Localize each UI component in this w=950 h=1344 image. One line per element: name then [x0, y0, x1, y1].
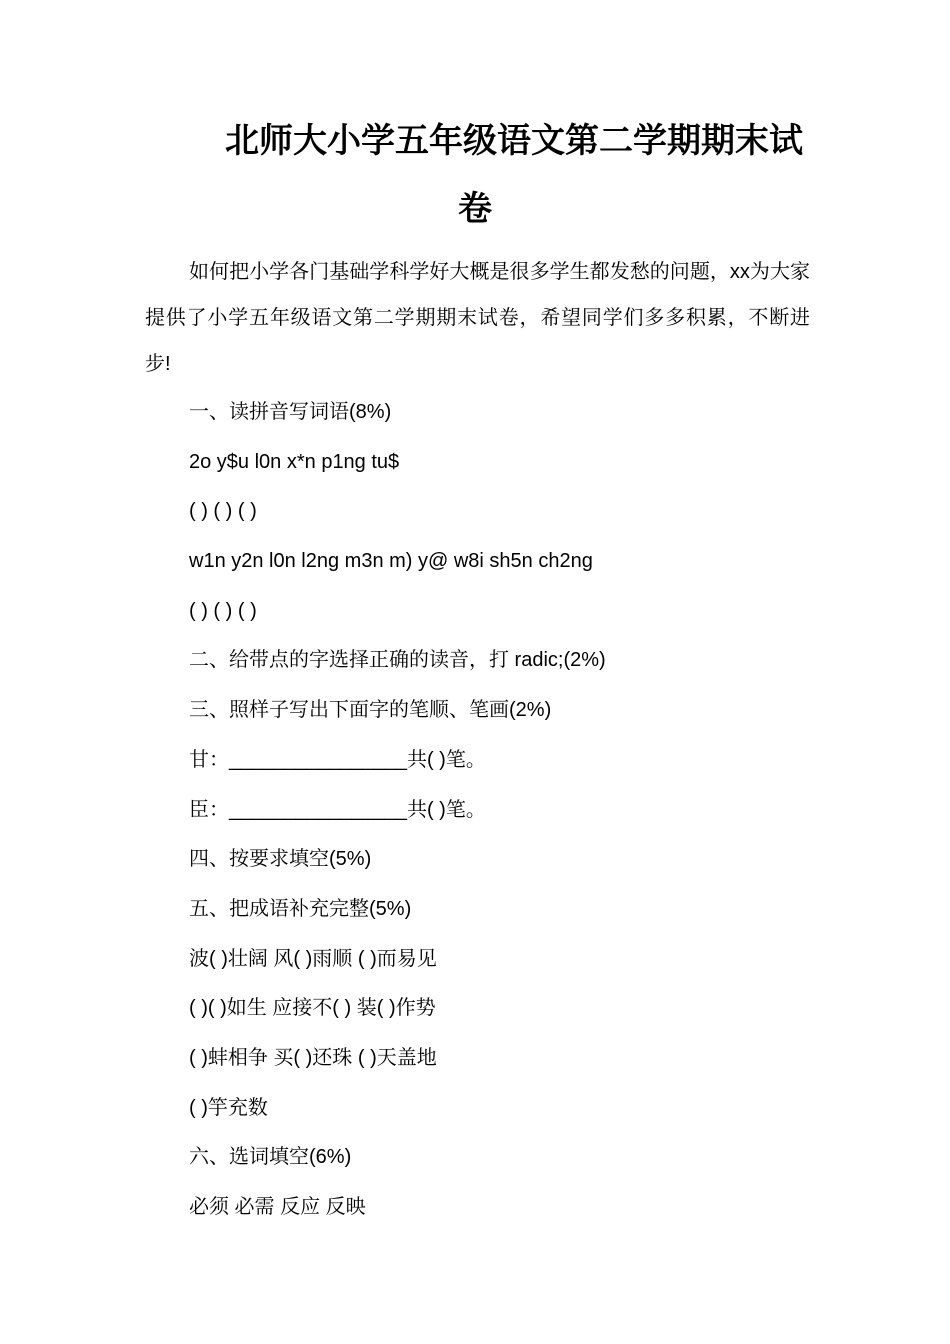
- idiom-row-2: ( )( )如生 应接不( ) 装( )作势: [189, 997, 436, 1020]
- section-heading-word-choice: 六、选词填空(6%): [189, 1146, 352, 1169]
- document-title-line-1: 北师大小学五年级语文第二学期期末试: [225, 122, 803, 160]
- idiom-row-1: 波( )壮阔 风( )雨顺 ( )而易见: [189, 947, 437, 970]
- answer-blanks-row-1: ( ) ( ) ( ): [189, 500, 257, 523]
- stroke-question-2: 臣：________________共( )笔。: [189, 798, 486, 821]
- section-heading-pinyin: 一、读拼音写词语(8%): [189, 401, 392, 423]
- answer-blanks-row-2: ( ) ( ) ( ): [189, 599, 257, 622]
- section-heading-idioms: 五、把成语补充完整(5%): [189, 897, 412, 920]
- intro-paragraph: 如何把小学各门基础学科学好大概是很多学生都发愁的问题，xx为大家提供了小学五年级语文第二学期期末试卷，希望同学们多多积累，不断进步!: [145, 261, 810, 375]
- idiom-row-4: ( )竽充数: [189, 1096, 268, 1119]
- pinyin-row-1: 2o y$u l0n x*n p1ng tu$: [189, 450, 400, 473]
- document-title-line-2: 卷: [458, 190, 492, 228]
- word-choice-options: 必须 必需 反应 反映: [189, 1196, 366, 1218]
- idiom-row-3: ( )蚌相争 买( )还珠 ( )天盖地: [189, 1046, 437, 1069]
- pinyin-row-2: w1n y2n l0n l2ng m3n m) y@ w8i sh5n ch2ng: [189, 550, 593, 573]
- section-heading-fill-blank: 四、按要求填空(5%): [189, 848, 372, 871]
- exam-content: [189, 390, 606, 1235]
- section-heading-stroke-order: 三、照样子写出下面字的笔顺、笔画(2%): [189, 699, 552, 722]
- stroke-question-1: 甘：________________共( )笔。: [189, 748, 486, 771]
- section-heading-pronunciation: 二、给带点的字选择正确的读音，打 radic;(2%): [189, 649, 606, 672]
